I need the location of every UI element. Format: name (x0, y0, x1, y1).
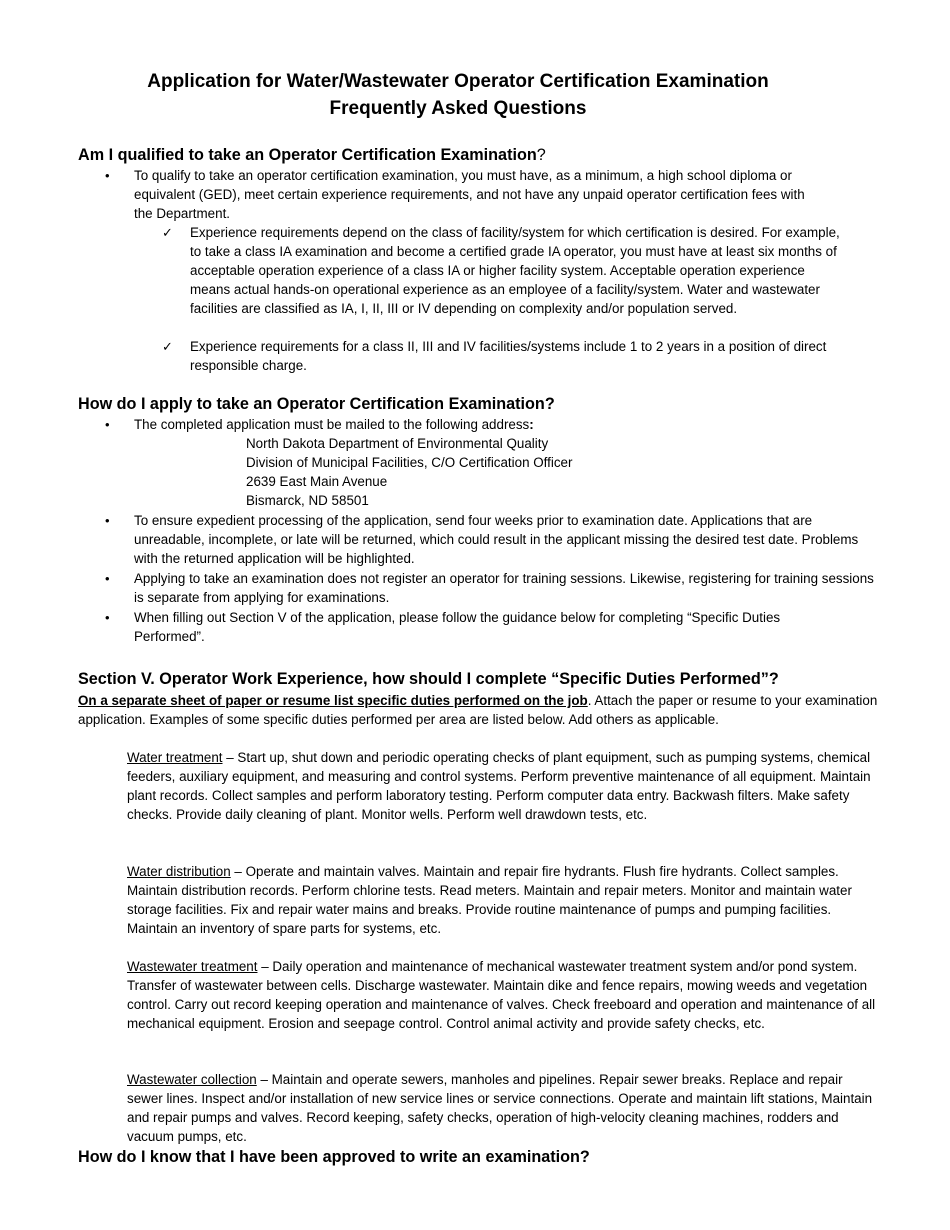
heading-qualified-text: Am I qualified to take an Operator Certification Examination (78, 146, 537, 164)
bullet-icon: • (105, 610, 110, 625)
address-line: 2639 East Main Avenue (246, 474, 388, 489)
area-name: Wastewater treatment (127, 959, 258, 974)
area-text: – Start up, shut down and periodic operating checks of plant equipment, such as pumping systems, chemical feeders, auxiliary equipment, and measuring and control systems. Perform preventive maintenance of all equipment. Maintain plant records. Collect samples and perform laboratory testing. Perform computer data entry. Backwash filters. Make safety checks. Provide daily cleaning of plant. Monitor wells. Perform well drawdown tests, etc. (127, 750, 871, 822)
checkmark-icon: ✓ (162, 339, 173, 354)
section-v-intro (78, 691, 878, 729)
area-text: – Maintain and operate sewers, manholes and pipelines. Repair sewer breaks. Replace and repair sewer lines. Inspect and/or installation of new service lines or service connections. Operate and maintain lift stations, Maintain and repair pumps and valves. Record keeping, safety checks, operation of high-velocity cleaning machines, rodders and vacuum pumps, etc. (127, 1072, 873, 1144)
bullet-icon: • (105, 168, 110, 183)
heading-qualified (78, 145, 546, 165)
apply-bullet-1 (134, 415, 879, 434)
section-v-intro-rest: . Attach the paper or resume to your examination application. Examples of some specific duties performed per area are listed below. Add others as applicable. (78, 693, 878, 727)
area-name: Wastewater collection (127, 1072, 257, 1087)
address-line: North Dakota Department of Environmental Quality (246, 436, 549, 451)
address-line: Division of Municipal Facilities, C/O Certification Officer (246, 455, 573, 470)
apply-bullet-1-text: The completed application must be mailed to the following address (134, 417, 530, 432)
area-text: – Daily operation and maintenance of mechanical wastewater treatment system and/or pond system. Transfer of wastewater between cells. Discharge wastewater. Maintain dike and fence repairs, mowing weeds and vegetation control. Carry out record keeping operation and maintenance of valves. Check freeboard and operation and maintenance of all mechanical equipment. Erosion and seepage control. Control animal activity and provide safety checks, etc. (127, 959, 876, 1031)
checkmark-icon: ✓ (162, 225, 173, 240)
duties-wastewater-treatment (127, 957, 879, 1033)
apply-bullet-1-colon: : (529, 417, 534, 432)
mailing-address (246, 434, 746, 510)
bullet-icon: • (105, 571, 110, 586)
area-text: – Operate and maintain valves. Maintain and repair fire hydrants. Flush fire hydrants. Collect samples. Maintain distribution records. Perform chlorine tests. Read meters. Maintain and repair meters. Monitor and maintain water storage facilities. Fix and repair water mains and breaks. Provide routine maintenance of pumps and pumping facilities. Maintain an inventory of spare parts for systems, etc. (127, 864, 852, 936)
title-line-1: Application for Water/Wastewater Operator Certification Examination (147, 71, 769, 92)
heading-approved: How do I know that I have been approved to write an examination? (78, 1148, 590, 1166)
duties-water-treatment (127, 748, 879, 824)
title-line-2: Frequently Asked Questions (329, 98, 587, 119)
apply-bullet-2: To ensure expedient processing of the application, send four weeks prior to examination date. Applications that are unreadable, incomplete, or late will be returned, which could result in the applicant missing the desired test date. Problems with the returned application will be highlighted. (134, 513, 859, 566)
heading-apply: How do I apply to take an Operator Certification Examination? (78, 395, 555, 413)
heading-qualified-mark: ? (536, 146, 546, 164)
heading-section-v: Section V. Operator Work Experience, how should I complete “Specific Duties Performed”? (78, 670, 779, 688)
section-v-intro-emphasis: On a separate sheet of paper or resume list specific duties performed on the job (78, 693, 588, 708)
qualify-bullet-1: To qualify to take an operator certification examination, you must have, as a minimum, a high school diploma or equivalent (GED), meet certain experience requirements, and not have any unpaid operator certification fees with the Department. (134, 168, 805, 221)
qualify-check-1: Experience requirements depend on the class of facility/system for which certification is desired. For example, to take a class IA examination and become a certified grade IA operator, you must have at least six months of acceptable operation experience of a class IA or higher facility system. Acceptable operation experience means actual hands-on operational experience as an employee of a facility/system. Water and wastewater facilities are classified as IA, I, II, III or IV depending on complexity and/or population served. (190, 225, 840, 316)
duties-wastewater-collection (127, 1070, 879, 1146)
bullet-icon: • (105, 513, 110, 528)
address-line: Bismarck, ND 58501 (246, 493, 369, 508)
duties-water-distribution (127, 862, 879, 938)
area-name: Water treatment (127, 750, 223, 765)
area-name: Water distribution (127, 864, 231, 879)
apply-bullet-3: Applying to take an examination does not register an operator for training sessions. Likewise, registering for training sessions is separate from applying for examinations. (134, 571, 874, 605)
page-title (0, 68, 916, 122)
qualify-check-2: Experience requirements for a class II, III and IV facilities/systems include 1 to 2 years in a position of direct responsible charge. (190, 339, 827, 373)
bullet-icon: • (105, 417, 110, 432)
apply-bullet-4: When filling out Section V of the application, please follow the guidance below for completing “Specific Duties Performed”. (134, 610, 781, 644)
